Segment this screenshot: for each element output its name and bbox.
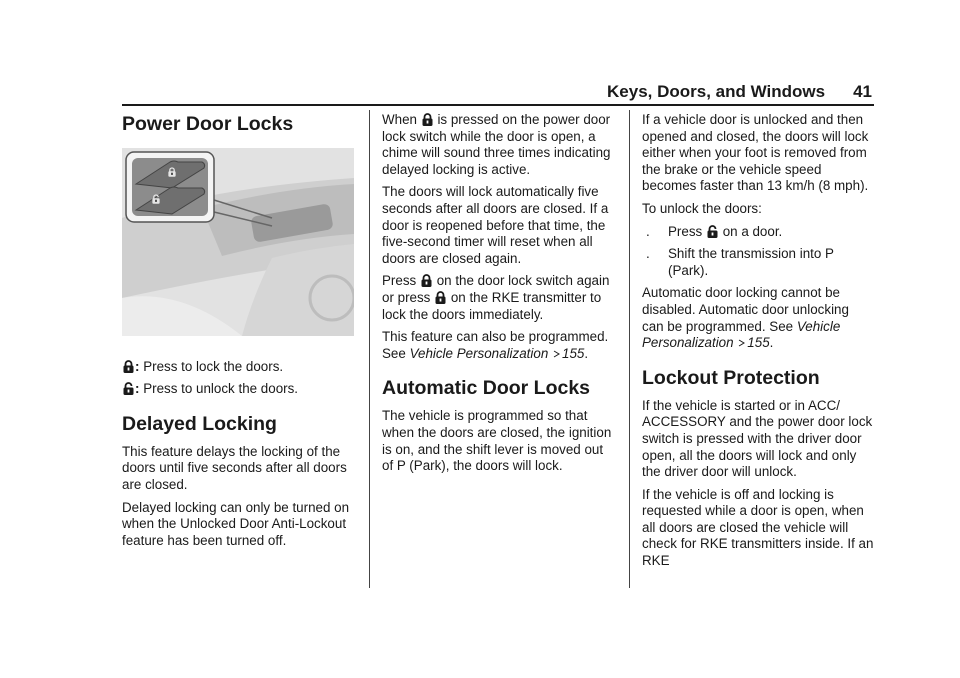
unlock-icon [123, 382, 134, 395]
heading-automatic-door-locks: Automatic Door Locks [382, 377, 591, 400]
paragraph: If the vehicle is started or in ACC/ ACCESSORY and the power door lock switch is pressed with the driver door open, all the doors will lock and only the driver door will unlock. [642, 397, 873, 480]
text: Shift the transmission into P (Park). [668, 246, 834, 278]
page-reference[interactable]: 155 [562, 345, 585, 361]
text: Automatic door locking cannot be disabled. Automatic door unlocking can be programmed. See [642, 285, 849, 334]
lock-icon [421, 274, 432, 287]
paragraph: The vehicle is programmed so that when the doors are closed, the ignition is on, and the shift lever is moved out of P (Park), the doors will lock. [382, 408, 612, 474]
cross-reference-link[interactable]: Vehicle Personalization [409, 345, 549, 361]
paragraph: If the vehicle is off and locking is requested while a door is open, when all doors are closed the vehicle will check for RKE transmitters inside. If an RKE [642, 486, 874, 569]
text: on the RKE transmitter to lock the doors immediately. [382, 289, 602, 322]
column-divider-1 [369, 110, 370, 588]
text: on the door lock switch again or press [382, 273, 610, 305]
paragraph: The doors will lock automatically five seconds after all doors are closed. If a door is reopened before that time, the five-second timer will reset when all doors are closed again. [382, 184, 609, 266]
heading-lockout-protection: Lockout Protection [642, 366, 820, 389]
paragraph: Automatic door locking cannot be disabled. Automatic door unlocking can be programmed. See Vehicle Personalization 155. [642, 285, 849, 351]
column-2 [382, 112, 614, 481]
column-3 [642, 112, 874, 576]
legend-lock [122, 359, 358, 376]
paragraph: To unlock the doors: [642, 200, 762, 216]
text: This feature can also be programmed. See [382, 329, 609, 361]
paragraph: This feature delays the locking of the doors until five seconds after all doors are closed. [122, 443, 347, 492]
lock-icon [123, 360, 134, 373]
arrow-icon [553, 349, 561, 359]
unlock-icon [707, 225, 718, 238]
heading-delayed-locking: Delayed Locking [122, 412, 277, 435]
paragraph [382, 273, 614, 323]
legend-separator: : [135, 381, 140, 397]
page-reference[interactable]: 155 [747, 335, 770, 351]
paragraph: This feature can also be programmed. See Vehicle Personalization 155. [382, 329, 609, 361]
legend-lock-text: Press to lock the doors. [143, 358, 284, 374]
section-title: Keys, Doors, and Windows [607, 82, 826, 101]
bullet-marker: . [646, 246, 650, 262]
legend-unlock [122, 381, 358, 398]
lock-icon [435, 291, 446, 304]
door-lock-switch-figure [122, 148, 354, 336]
arrow-icon [738, 338, 746, 348]
bullet-marker: . [646, 223, 650, 239]
text: Press [668, 223, 703, 239]
column-divider-2 [629, 110, 630, 588]
header-divider [122, 104, 874, 106]
lock-icon [422, 113, 433, 126]
text: on a door. [722, 223, 783, 239]
cross-reference-link[interactable]: Vehicle Personalization [642, 318, 841, 351]
paragraph: If a vehicle door is unlocked and then opened and closed, the doors will lock either when your foot is removed from the brake or the vehicle speed becomes faster than 13 km/h (8 mph). [642, 112, 869, 194]
list-item [642, 246, 874, 279]
page-number: 41 [853, 82, 872, 101]
legend-unlock-text: Press to unlock the doors. [143, 381, 299, 397]
text: is pressed on the power door lock switch while the door is open, a chime will sound three times indicating delayed locking is active. [382, 112, 611, 177]
paragraph: Delayed locking can only be turned on when the Unlocked Door Anti-Lockout feature has been turned off. [122, 499, 350, 548]
text: Press [382, 273, 417, 289]
page-header [600, 82, 872, 102]
heading-power-door-locks: Power Door Locks [122, 113, 294, 135]
list-item [642, 224, 874, 241]
paragraph [382, 112, 614, 178]
text: When [382, 112, 417, 127]
column-1 [122, 112, 358, 555]
legend-separator: : [135, 358, 140, 374]
